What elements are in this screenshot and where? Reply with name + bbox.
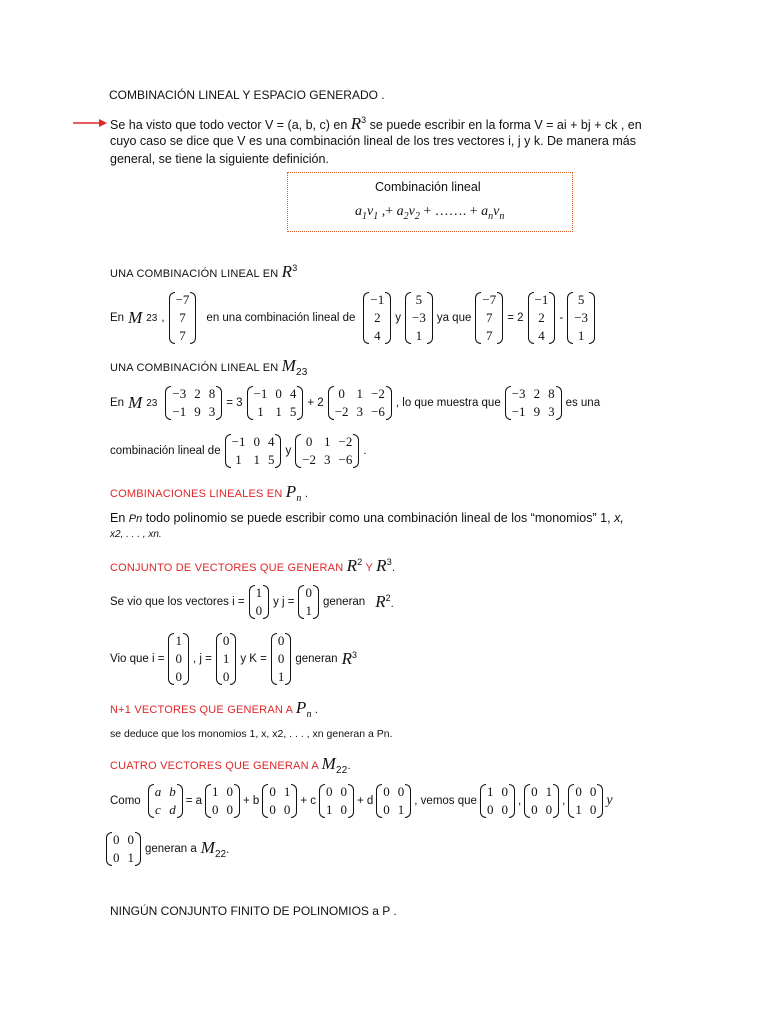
gen-r2-line: Se vio que los vectores i = 1 0 y j = 0 1 generan $R^2$. [110, 585, 394, 618]
matrix-A: −3 2 8 −1 9 3 [165, 386, 222, 420]
matrix-C-2: 0 1 −2 −2 3 −6 [295, 434, 359, 468]
matrix-e11: 1 0 0 0 [205, 784, 240, 818]
arrow-right-icon [73, 118, 107, 128]
vector-result-2: −7 7 7 [475, 292, 503, 344]
intro-line-2: cuyo caso se dice que V es una combinación lineal de los tres vectores i, j y k. De manera más [110, 134, 636, 148]
matrix-B: −1 0 4 1 1 5 [247, 386, 304, 420]
vector-v2: 5 −3 1 [405, 292, 433, 344]
vector-v2-2: 5 −3 1 [567, 292, 595, 344]
matrix-A-2: −3 2 8 −1 9 3 [505, 386, 562, 420]
pn-body-line2: x2, . . . , xn. [110, 529, 162, 540]
vector-result: −7 7 7 [169, 292, 197, 344]
matrix-e12: 0 1 0 0 [262, 784, 297, 818]
heading-pn: COMBINACIONES LINEALES EN Pn . [110, 482, 309, 504]
gen-r3-line: Vio que i = 1 0 0 , j = 0 1 0 y K = 0 0 1 generan $R^3$ [110, 633, 357, 684]
n1-body: se deduce que los monomios 1, x, x2, . . . , xn generan a Pn. [110, 728, 393, 740]
heading-n1: N+1 VECTORES QUE GENERAN A Pn . [110, 698, 319, 720]
heading-m22: CUATRO VECTORES QUE GENERAN A M22. [110, 754, 351, 776]
page-title: COMBINACIÓN LINEAL Y ESPACIO GENERADO . [109, 88, 385, 102]
matrix-e22-2: 0 0 0 1 [106, 832, 141, 866]
vector-j-3d: 0 1 0 [216, 633, 237, 685]
matrix-e22: 0 0 0 1 [376, 784, 411, 818]
m22-conclusion: 0 0 0 1 generan a M22. [106, 832, 229, 866]
intro-line-1: Se ha visto que todo vector V = (a, b, c) en $R^3$ se puede escribir en la forma V = ai + bj + ck , en [110, 114, 642, 133]
definition-formula: $a_1v_1$ ,+ $a_2v_2$ + ……. + $a_nv_n$ [355, 204, 505, 222]
vector-i-3d: 1 0 0 [168, 633, 189, 685]
vector-v1-2: −1 2 4 [528, 292, 556, 344]
matrix-C: 0 1 −2 −2 3 −6 [328, 386, 392, 420]
definition-title: Combinación lineal [375, 180, 481, 194]
matrix-abcd: a b c d [148, 784, 183, 818]
matrix-e21-2: 0 0 1 0 [568, 784, 603, 818]
vector-v1: −1 2 4 [363, 292, 391, 344]
matrix-e21: 0 0 1 0 [319, 784, 354, 818]
matrix-e12-2: 0 1 0 0 [524, 784, 559, 818]
pn-body-line1: En Pn todo polinomio se puede escribir como una combinación lineal de los “monomios” 1, x, [110, 511, 624, 525]
vector-k-3d: 0 0 1 [271, 633, 292, 685]
example-m23: En M 23 −3 2 8 −1 9 3 = 3 −1 0 4 1 1 5 + 2 0 1 −2 −2 3 −6 , lo que muestra que −3 2 8 −1 9 3 es una [110, 386, 601, 419]
example-r3: En M 23 , −7 7 7 en una combinación lineal de −1 2 4 y 5 −3 1 ya que −7 7 7 = 2 −1 2 4 - 5 −3 1 [110, 292, 595, 344]
intro-line-3: general, se tiene la siguiente definición. [110, 152, 329, 166]
example-m23-line2: combinación lineal de −1 0 4 1 1 5 y 0 1 −2 −2 3 −6 . [110, 434, 367, 467]
vector-i-2d: 1 0 [249, 585, 270, 619]
matrix-B-2: −1 0 4 1 1 5 [225, 434, 282, 468]
heading-m23: UNA COMBINACIÓN LINEAL EN M23 [110, 356, 308, 378]
closing-line: NINGÚN CONJUNTO FINITO DE POLINOMIOS a P . [110, 904, 397, 918]
m22-equation: Como a b c d = a 1 0 0 0 + b 0 1 0 0 + c 0 0 1 0 + d 0 0 0 1 , vemos que 1 0 0 0 , 0 1 0 0 , 0 0 1 0 y [110, 784, 613, 817]
heading-r3: UNA COMBINACIÓN LINEAL EN $R^3$ [110, 262, 298, 281]
matrix-e11-2: 1 0 0 0 [480, 784, 515, 818]
vector-j-2d: 0 1 [298, 585, 319, 619]
heading-gen: CONJUNTO DE VECTORES QUE GENERAN $R^2$ Y $R^3$. [110, 556, 396, 575]
